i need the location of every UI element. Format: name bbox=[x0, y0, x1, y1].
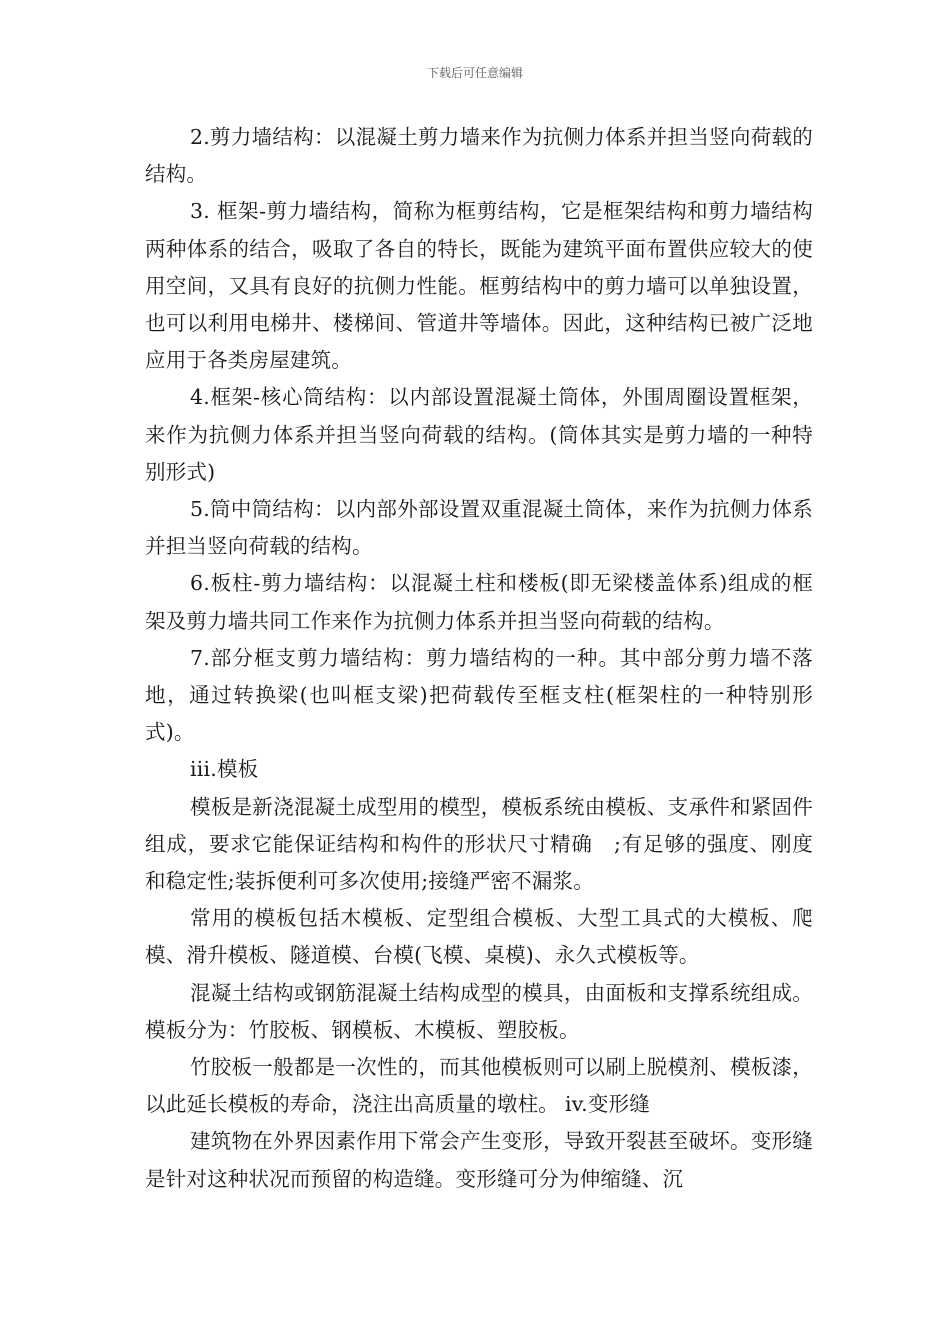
page-header: 下载后可任意编辑 bbox=[426, 66, 523, 80]
section-heading-formwork: iii.模板 bbox=[190, 757, 259, 782]
paragraph-slab-column-shear-wall: 6.板柱-剪力墙结构：以混凝土柱和楼板(即无梁楼盖体系)组成的框架及剪力墙共同工作来作为抗侧力体系并担当竖向荷载的结构。 bbox=[145, 571, 813, 633]
paragraph-bamboo-plywood-text: 竹胶板一般都是一次性的，而其他模板则可以刷上脱模剂、模板漆，以此延长模板的寿命，浇注出高质量的墩柱。 bbox=[145, 1055, 813, 1117]
paragraph-shear-wall: 2.剪力墙结构：以混凝土剪力墙来作为抗侧力体系并担当竖向荷载的结构。 bbox=[145, 125, 813, 187]
paragraph-formwork-types: 常用的模板包括木模板、定型组合模板、大型工具式的大模板、爬模、滑升模板、隧道模、台模(飞模、桌模)、永久式模板等。 bbox=[145, 906, 813, 968]
paragraph-tube-in-tube: 5.筒中筒结构：以内部外部设置双重混凝土筒体，来作为抗侧力体系并担当竖向荷载的结构。 bbox=[145, 497, 813, 559]
document-body bbox=[145, 119, 813, 1198]
section-heading-deformation-joint: iv.变形缝 bbox=[565, 1092, 650, 1117]
paragraph-formwork-definition: 模板是新浇混凝土成型用的模型，模板系统由模板、支承件和紧固件组成，要求它能保证结构和构件的形状尺寸精确 ;有足够的强度、刚度和稳定性;装拆便利可多次使用;接缝严密不漏浆。 bbox=[145, 794, 813, 894]
paragraph-bamboo-plywood bbox=[145, 1049, 813, 1123]
paragraph-deformation-joint: 建筑物在外界因素作用下常会产生变形，导致开裂甚至破坏。变形缝是针对这种状况而预留的构造缝。变形缝可分为伸缩缝、沉 bbox=[145, 1129, 813, 1191]
paragraph-formwork-composition: 混凝土结构或钢筋混凝土结构成型的模具，由面板和支撑系统组成。 模板分为：竹胶板、钢模板、木模板、塑胶板。 bbox=[145, 980, 813, 1042]
paragraph-frame-core-tube: 4.框架-核心筒结构：以内部设置混凝土筒体，外围周圈设置框架，来作为抗侧力体系并担当竖向荷载的结构。(筒体其实是剪力墙的一种特别形式) bbox=[145, 385, 813, 484]
paragraph-frame-shear-wall: 3. 框架-剪力墙结构，简称为框剪结构，它是框架结构和剪力墙结构两种体系的结合，吸取了各自的特长，既能为建筑平面布置供应较大的使用空间，又具有良好的抗侧力性能。框剪结构中的剪力墙可以单独设置，也可以利用电梯井、楼梯间、管道井等墙体。因此，这种结构已被广泛地应用于各类房屋建筑。 bbox=[145, 199, 813, 373]
paragraph-partial-frame-supported: 7.部分框支剪力墙结构：剪力墙结构的一种。其中部分剪力墙不落地，通过转换梁(也叫框支梁)把荷载传至框支柱(框架柱的一种特别形式)。 bbox=[145, 645, 813, 745]
